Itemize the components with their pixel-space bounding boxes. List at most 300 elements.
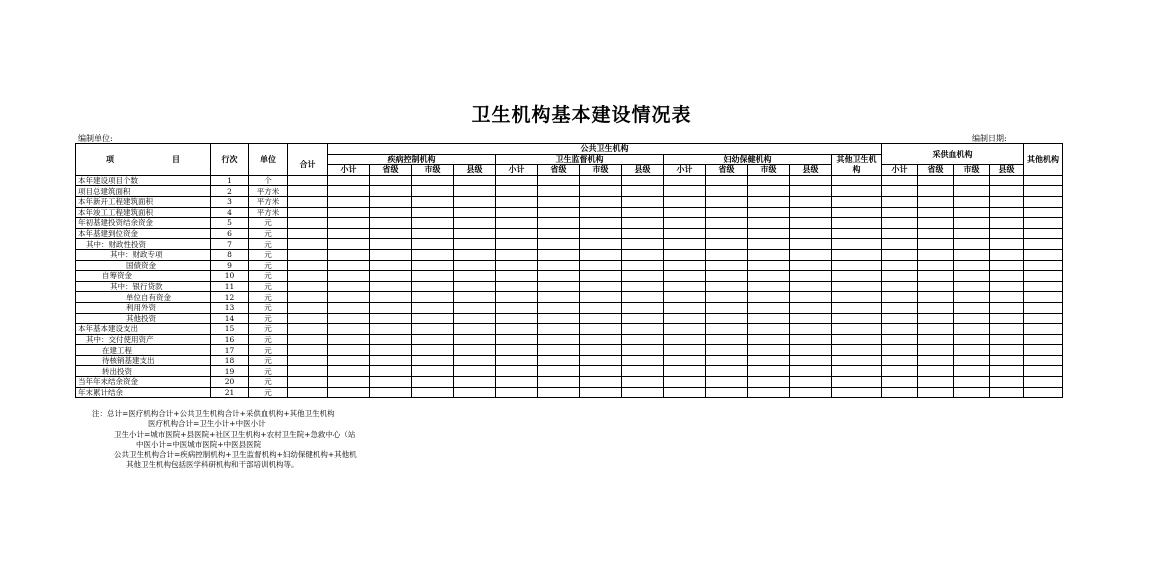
data-cell[interactable] [790, 387, 832, 398]
data-cell[interactable] [412, 249, 454, 260]
data-cell[interactable] [288, 260, 328, 271]
data-cell[interactable] [370, 355, 412, 366]
data-cell[interactable] [622, 281, 664, 292]
data-cell[interactable] [918, 271, 954, 282]
data-cell[interactable] [748, 281, 790, 292]
data-cell[interactable] [622, 302, 664, 313]
data-cell[interactable] [706, 175, 748, 186]
data-cell[interactable] [580, 239, 622, 250]
data-cell[interactable] [706, 366, 748, 377]
data-cell[interactable] [538, 324, 580, 335]
data-cell[interactable] [288, 239, 328, 250]
data-cell[interactable] [622, 260, 664, 271]
data-cell[interactable] [538, 387, 580, 398]
data-cell[interactable] [622, 387, 664, 398]
data-cell[interactable] [580, 324, 622, 335]
data-cell[interactable] [918, 207, 954, 218]
data-cell[interactable] [622, 228, 664, 239]
data-cell[interactable] [622, 345, 664, 356]
data-cell[interactable] [580, 207, 622, 218]
data-cell[interactable] [412, 355, 454, 366]
data-cell[interactable] [790, 366, 832, 377]
data-cell[interactable] [496, 249, 538, 260]
data-cell[interactable] [664, 218, 706, 229]
data-cell[interactable] [990, 260, 1024, 271]
data-cell[interactable] [412, 281, 454, 292]
data-cell[interactable] [580, 281, 622, 292]
data-cell[interactable] [706, 218, 748, 229]
data-cell[interactable] [990, 355, 1024, 366]
data-cell[interactable] [1024, 387, 1063, 398]
data-cell[interactable] [1024, 313, 1063, 324]
data-cell[interactable] [328, 228, 370, 239]
data-cell[interactable] [1024, 377, 1063, 388]
data-cell[interactable] [990, 345, 1024, 356]
data-cell[interactable] [580, 302, 622, 313]
data-cell[interactable] [918, 218, 954, 229]
data-cell[interactable] [622, 186, 664, 197]
data-cell[interactable] [954, 334, 990, 345]
data-cell[interactable] [370, 345, 412, 356]
data-cell[interactable] [412, 239, 454, 250]
data-cell[interactable] [496, 355, 538, 366]
data-cell[interactable] [954, 196, 990, 207]
data-cell[interactable] [580, 292, 622, 303]
data-cell[interactable] [370, 387, 412, 398]
data-cell[interactable] [496, 345, 538, 356]
data-cell[interactable] [748, 366, 790, 377]
data-cell[interactable] [370, 249, 412, 260]
data-cell[interactable] [832, 387, 882, 398]
data-cell[interactable] [790, 334, 832, 345]
data-cell[interactable] [990, 186, 1024, 197]
data-cell[interactable] [328, 313, 370, 324]
data-cell[interactable] [664, 196, 706, 207]
data-cell[interactable] [1024, 207, 1063, 218]
data-cell[interactable] [664, 324, 706, 335]
data-cell[interactable] [580, 228, 622, 239]
data-cell[interactable] [538, 302, 580, 313]
data-cell[interactable] [496, 271, 538, 282]
data-cell[interactable] [496, 218, 538, 229]
data-cell[interactable] [954, 387, 990, 398]
data-cell[interactable] [748, 292, 790, 303]
data-cell[interactable] [706, 387, 748, 398]
data-cell[interactable] [328, 324, 370, 335]
data-cell[interactable] [790, 239, 832, 250]
data-cell[interactable] [664, 249, 706, 260]
data-cell[interactable] [412, 387, 454, 398]
data-cell[interactable] [748, 377, 790, 388]
data-cell[interactable] [580, 387, 622, 398]
data-cell[interactable] [412, 196, 454, 207]
data-cell[interactable] [580, 260, 622, 271]
data-cell[interactable] [918, 186, 954, 197]
data-cell[interactable] [580, 345, 622, 356]
data-cell[interactable] [622, 355, 664, 366]
data-cell[interactable] [454, 239, 496, 250]
data-cell[interactable] [918, 387, 954, 398]
data-cell[interactable] [990, 218, 1024, 229]
data-cell[interactable] [748, 218, 790, 229]
data-cell[interactable] [328, 292, 370, 303]
data-cell[interactable] [954, 249, 990, 260]
data-cell[interactable] [954, 228, 990, 239]
data-cell[interactable] [288, 271, 328, 282]
data-cell[interactable] [496, 175, 538, 186]
data-cell[interactable] [580, 271, 622, 282]
data-cell[interactable] [538, 292, 580, 303]
data-cell[interactable] [748, 271, 790, 282]
data-cell[interactable] [1024, 281, 1063, 292]
data-cell[interactable] [538, 175, 580, 186]
data-cell[interactable] [370, 302, 412, 313]
data-cell[interactable] [328, 355, 370, 366]
data-cell[interactable] [370, 175, 412, 186]
data-cell[interactable] [622, 218, 664, 229]
data-cell[interactable] [538, 334, 580, 345]
data-cell[interactable] [370, 324, 412, 335]
data-cell[interactable] [1024, 366, 1063, 377]
data-cell[interactable] [412, 345, 454, 356]
data-cell[interactable] [954, 186, 990, 197]
data-cell[interactable] [832, 281, 882, 292]
data-cell[interactable] [412, 271, 454, 282]
data-cell[interactable] [664, 313, 706, 324]
data-cell[interactable] [496, 186, 538, 197]
data-cell[interactable] [882, 175, 918, 186]
data-cell[interactable] [832, 345, 882, 356]
data-cell[interactable] [1024, 334, 1063, 345]
data-cell[interactable] [954, 260, 990, 271]
data-cell[interactable] [706, 239, 748, 250]
data-cell[interactable] [790, 281, 832, 292]
data-cell[interactable] [370, 271, 412, 282]
data-cell[interactable] [706, 313, 748, 324]
data-cell[interactable] [790, 271, 832, 282]
data-cell[interactable] [1024, 196, 1063, 207]
data-cell[interactable] [664, 207, 706, 218]
data-cell[interactable] [538, 345, 580, 356]
data-cell[interactable] [454, 387, 496, 398]
data-cell[interactable] [496, 387, 538, 398]
data-cell[interactable] [328, 281, 370, 292]
data-cell[interactable] [454, 186, 496, 197]
data-cell[interactable] [664, 302, 706, 313]
data-cell[interactable] [990, 313, 1024, 324]
data-cell[interactable] [882, 345, 918, 356]
data-cell[interactable] [790, 377, 832, 388]
data-cell[interactable] [1024, 260, 1063, 271]
data-cell[interactable] [496, 292, 538, 303]
data-cell[interactable] [288, 186, 328, 197]
data-cell[interactable] [580, 377, 622, 388]
data-cell[interactable] [990, 302, 1024, 313]
data-cell[interactable] [664, 292, 706, 303]
data-cell[interactable] [454, 324, 496, 335]
data-cell[interactable] [288, 207, 328, 218]
data-cell[interactable] [288, 292, 328, 303]
data-cell[interactable] [538, 366, 580, 377]
data-cell[interactable] [328, 218, 370, 229]
data-cell[interactable] [1024, 249, 1063, 260]
data-cell[interactable] [918, 260, 954, 271]
data-cell[interactable] [664, 377, 706, 388]
data-cell[interactable] [918, 377, 954, 388]
data-cell[interactable] [288, 334, 328, 345]
data-cell[interactable] [580, 313, 622, 324]
data-cell[interactable] [328, 196, 370, 207]
data-cell[interactable] [790, 302, 832, 313]
data-cell[interactable] [288, 281, 328, 292]
data-cell[interactable] [748, 334, 790, 345]
data-cell[interactable] [748, 175, 790, 186]
data-cell[interactable] [288, 324, 328, 335]
data-cell[interactable] [288, 387, 328, 398]
data-cell[interactable] [790, 186, 832, 197]
data-cell[interactable] [954, 239, 990, 250]
data-cell[interactable] [918, 366, 954, 377]
data-cell[interactable] [1024, 175, 1063, 186]
data-cell[interactable] [790, 355, 832, 366]
data-cell[interactable] [580, 334, 622, 345]
data-cell[interactable] [412, 292, 454, 303]
data-cell[interactable] [454, 334, 496, 345]
data-cell[interactable] [706, 207, 748, 218]
data-cell[interactable] [748, 249, 790, 260]
data-cell[interactable] [790, 345, 832, 356]
data-cell[interactable] [622, 334, 664, 345]
data-cell[interactable] [580, 218, 622, 229]
data-cell[interactable] [496, 324, 538, 335]
data-cell[interactable] [990, 292, 1024, 303]
data-cell[interactable] [1024, 302, 1063, 313]
data-cell[interactable] [954, 313, 990, 324]
data-cell[interactable] [288, 218, 328, 229]
data-cell[interactable] [580, 355, 622, 366]
data-cell[interactable] [1024, 186, 1063, 197]
data-cell[interactable] [882, 260, 918, 271]
data-cell[interactable] [954, 355, 990, 366]
data-cell[interactable] [412, 334, 454, 345]
data-cell[interactable] [622, 239, 664, 250]
data-cell[interactable] [990, 377, 1024, 388]
data-cell[interactable] [370, 207, 412, 218]
data-cell[interactable] [706, 196, 748, 207]
data-cell[interactable] [664, 239, 706, 250]
data-cell[interactable] [832, 249, 882, 260]
data-cell[interactable] [664, 271, 706, 282]
data-cell[interactable] [370, 334, 412, 345]
data-cell[interactable] [832, 302, 882, 313]
data-cell[interactable] [748, 239, 790, 250]
data-cell[interactable] [538, 207, 580, 218]
data-cell[interactable] [412, 228, 454, 239]
data-cell[interactable] [882, 207, 918, 218]
data-cell[interactable] [918, 302, 954, 313]
data-cell[interactable] [1024, 239, 1063, 250]
data-cell[interactable] [790, 207, 832, 218]
data-cell[interactable] [496, 207, 538, 218]
data-cell[interactable] [790, 313, 832, 324]
data-cell[interactable] [790, 249, 832, 260]
data-cell[interactable] [622, 249, 664, 260]
data-cell[interactable] [832, 228, 882, 239]
data-cell[interactable] [918, 175, 954, 186]
data-cell[interactable] [882, 249, 918, 260]
data-cell[interactable] [454, 345, 496, 356]
data-cell[interactable] [954, 345, 990, 356]
data-cell[interactable] [990, 196, 1024, 207]
data-cell[interactable] [832, 218, 882, 229]
data-cell[interactable] [990, 366, 1024, 377]
data-cell[interactable] [454, 271, 496, 282]
data-cell[interactable] [328, 302, 370, 313]
data-cell[interactable] [832, 196, 882, 207]
data-cell[interactable] [538, 228, 580, 239]
data-cell[interactable] [538, 196, 580, 207]
data-cell[interactable] [706, 249, 748, 260]
data-cell[interactable] [990, 281, 1024, 292]
data-cell[interactable] [832, 260, 882, 271]
data-cell[interactable] [790, 292, 832, 303]
data-cell[interactable] [622, 196, 664, 207]
data-cell[interactable] [990, 387, 1024, 398]
data-cell[interactable] [328, 271, 370, 282]
data-cell[interactable] [288, 377, 328, 388]
data-cell[interactable] [882, 302, 918, 313]
data-cell[interactable] [918, 355, 954, 366]
data-cell[interactable] [990, 239, 1024, 250]
data-cell[interactable] [918, 334, 954, 345]
data-cell[interactable] [370, 239, 412, 250]
data-cell[interactable] [954, 292, 990, 303]
data-cell[interactable] [412, 377, 454, 388]
data-cell[interactable] [918, 324, 954, 335]
data-cell[interactable] [954, 281, 990, 292]
data-cell[interactable] [412, 313, 454, 324]
data-cell[interactable] [412, 175, 454, 186]
data-cell[interactable] [918, 249, 954, 260]
data-cell[interactable] [954, 207, 990, 218]
data-cell[interactable] [664, 334, 706, 345]
data-cell[interactable] [538, 186, 580, 197]
data-cell[interactable] [748, 355, 790, 366]
data-cell[interactable] [748, 313, 790, 324]
data-cell[interactable] [748, 324, 790, 335]
data-cell[interactable] [496, 281, 538, 292]
data-cell[interactable] [882, 324, 918, 335]
data-cell[interactable] [496, 334, 538, 345]
data-cell[interactable] [496, 239, 538, 250]
data-cell[interactable] [882, 186, 918, 197]
data-cell[interactable] [790, 324, 832, 335]
data-cell[interactable] [288, 345, 328, 356]
data-cell[interactable] [748, 387, 790, 398]
data-cell[interactable] [882, 239, 918, 250]
data-cell[interactable] [538, 313, 580, 324]
data-cell[interactable] [454, 218, 496, 229]
data-cell[interactable] [882, 313, 918, 324]
data-cell[interactable] [454, 377, 496, 388]
data-cell[interactable] [328, 334, 370, 345]
data-cell[interactable] [748, 207, 790, 218]
data-cell[interactable] [1024, 218, 1063, 229]
data-cell[interactable] [882, 218, 918, 229]
data-cell[interactable] [882, 292, 918, 303]
data-cell[interactable] [328, 387, 370, 398]
data-cell[interactable] [580, 249, 622, 260]
data-cell[interactable] [1024, 324, 1063, 335]
data-cell[interactable] [328, 366, 370, 377]
data-cell[interactable] [538, 239, 580, 250]
data-cell[interactable] [288, 302, 328, 313]
data-cell[interactable] [370, 313, 412, 324]
data-cell[interactable] [918, 281, 954, 292]
data-cell[interactable] [706, 355, 748, 366]
data-cell[interactable] [954, 218, 990, 229]
data-cell[interactable] [580, 175, 622, 186]
data-cell[interactable] [328, 260, 370, 271]
data-cell[interactable] [412, 260, 454, 271]
data-cell[interactable] [454, 207, 496, 218]
data-cell[interactable] [370, 260, 412, 271]
data-cell[interactable] [580, 186, 622, 197]
data-cell[interactable] [622, 292, 664, 303]
data-cell[interactable] [454, 292, 496, 303]
data-cell[interactable] [1024, 355, 1063, 366]
data-cell[interactable] [664, 260, 706, 271]
data-cell[interactable] [496, 377, 538, 388]
data-cell[interactable] [790, 218, 832, 229]
data-cell[interactable] [990, 249, 1024, 260]
data-cell[interactable] [832, 207, 882, 218]
data-cell[interactable] [496, 196, 538, 207]
data-cell[interactable] [622, 377, 664, 388]
data-cell[interactable] [622, 366, 664, 377]
data-cell[interactable] [990, 271, 1024, 282]
data-cell[interactable] [454, 260, 496, 271]
data-cell[interactable] [1024, 292, 1063, 303]
data-cell[interactable] [706, 260, 748, 271]
data-cell[interactable] [882, 271, 918, 282]
data-cell[interactable] [882, 355, 918, 366]
data-cell[interactable] [832, 313, 882, 324]
data-cell[interactable] [706, 271, 748, 282]
data-cell[interactable] [370, 377, 412, 388]
data-cell[interactable] [622, 271, 664, 282]
data-cell[interactable] [706, 228, 748, 239]
data-cell[interactable] [288, 313, 328, 324]
data-cell[interactable] [496, 313, 538, 324]
data-cell[interactable] [412, 186, 454, 197]
data-cell[interactable] [454, 366, 496, 377]
data-cell[interactable] [454, 355, 496, 366]
data-cell[interactable] [370, 292, 412, 303]
data-cell[interactable] [918, 313, 954, 324]
data-cell[interactable] [748, 345, 790, 356]
data-cell[interactable] [706, 377, 748, 388]
data-cell[interactable] [748, 186, 790, 197]
data-cell[interactable] [706, 292, 748, 303]
data-cell[interactable] [832, 366, 882, 377]
data-cell[interactable] [832, 355, 882, 366]
data-cell[interactable] [454, 196, 496, 207]
data-cell[interactable] [538, 260, 580, 271]
data-cell[interactable] [882, 281, 918, 292]
data-cell[interactable] [706, 281, 748, 292]
data-cell[interactable] [832, 175, 882, 186]
